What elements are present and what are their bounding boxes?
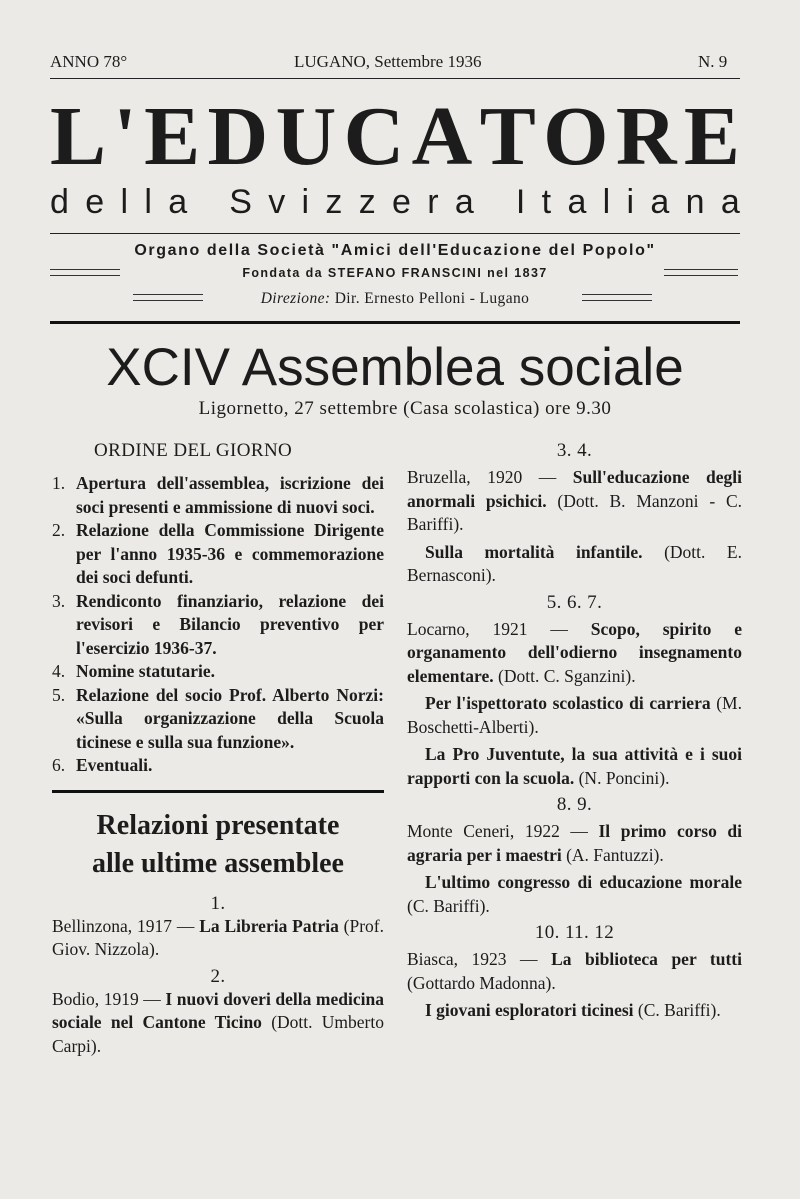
agenda-item-number: 1. xyxy=(52,473,66,493)
report-title: Scopo, spirito e organamento dell'odierno insegnamento elementare. xyxy=(407,618,742,686)
agenda-item-text: Rendiconto finanziario, relazione dei revisori e Bilancio preventivo per l'esercizio 1936-37. xyxy=(76,590,384,658)
header-divider xyxy=(50,78,740,79)
assembly-details: Ligornetto, 27 settembre (Casa scolastica) ore 9.30 xyxy=(198,398,612,419)
report-entry xyxy=(407,871,742,918)
agenda-item-text: Relazione del socio Prof. Alberto Norzi: «Sulla organizzazione della Scuola ticinese e sulla sua funzione». xyxy=(76,684,384,752)
agenda-item xyxy=(52,684,384,755)
report-title: La Pro Juventute, la sua attività e i suoi rapporti con la scuola. xyxy=(407,744,742,788)
report-section-number: 3. 4. xyxy=(556,440,593,461)
report-author: (N. Poncini). xyxy=(578,767,670,788)
report-entry xyxy=(407,466,742,537)
report-entry xyxy=(407,999,742,1023)
left-column xyxy=(52,440,384,1058)
report-place-year: Monte Ceneri, 1922 — xyxy=(407,821,599,841)
ordine-list xyxy=(52,472,384,778)
report-title: Sulla mortalità infantile. xyxy=(425,541,665,562)
report-place-year: Bruzella, 1920 — xyxy=(407,467,573,487)
agenda-item xyxy=(52,472,384,519)
agenda-item-text: Eventuali. xyxy=(76,755,153,775)
journal-title-text: L ' E D U C A T O R E xyxy=(50,90,740,183)
report-title: L'ultimo congresso di educazione morale xyxy=(425,872,742,892)
report-title: Il primo corso di agraria per i maestri xyxy=(407,821,742,865)
right-column xyxy=(407,440,742,1027)
report-author: (Gottardo Madonna). xyxy=(407,972,556,993)
fondata-line: Fondata da STEFANO FRANSCINI nel 1837 xyxy=(242,266,548,280)
agenda-item-number: 3. xyxy=(52,590,66,611)
report-title: Per l'ispettorato scolastico di carriera xyxy=(425,693,717,713)
relazioni-block xyxy=(52,807,384,1059)
report-title: I giovani esploratori ticinesi xyxy=(425,1000,638,1020)
report-author: (C. Bariffi). xyxy=(407,895,490,916)
section-rule xyxy=(52,790,384,793)
report-title: La Libreria Patria xyxy=(199,915,344,936)
issue-number: N. 9 xyxy=(698,52,728,71)
agenda-item xyxy=(52,754,384,778)
report-entry xyxy=(52,988,384,1059)
report-section-number: 1. xyxy=(210,892,226,914)
issue-place-date: LUGANO, Settembre 1936 xyxy=(294,52,482,71)
report-author: (Prof. Giov. Nizzola). xyxy=(52,915,384,959)
agenda-item-text: Nomine statutarie. xyxy=(76,661,216,681)
report-place-year: Locarno, 1921 — xyxy=(407,618,591,639)
masthead-divider xyxy=(50,233,740,234)
report-title: La biblioteca per tutti xyxy=(551,949,742,969)
report-title: I nuovi doveri della medicina sociale nel Cantone Ticino xyxy=(52,988,384,1032)
agenda-item xyxy=(52,590,384,661)
report-section-number: 10. 11. 12 xyxy=(534,922,615,943)
agenda-item xyxy=(52,660,384,684)
masthead-bottom-rule xyxy=(50,321,740,324)
agenda-item-text: Relazione della Commissione Dirigente per l'anno 1935-36 e commemorazione dei soci defunti. xyxy=(76,520,384,587)
report-entry xyxy=(52,915,384,962)
agenda-item-number: 6. xyxy=(52,755,66,775)
journal-subtitle-text: d e l l a S v i z z e r a I t a l i a n a xyxy=(50,183,740,221)
agenda-item-text: Apertura dell'assemblea, iscrizione dei soci presenti e ammissione di nuovi soci. xyxy=(76,473,384,517)
relazioni-list xyxy=(52,893,384,1059)
report-place-year: Biasca, 1923 — xyxy=(407,949,552,969)
report-section-number: 2. xyxy=(210,965,226,987)
relazioni-title-2: alle ultime assemblee xyxy=(92,847,344,879)
report-entry xyxy=(407,692,742,739)
report-section-number: 8. 9. xyxy=(556,794,593,815)
ornament-rule xyxy=(664,269,738,276)
ornament-rule xyxy=(582,294,652,301)
direzione-text: Dir. Ernesto Pelloni - Lugano xyxy=(334,290,530,307)
report-entry xyxy=(407,820,742,867)
report-author: (Dott. Umberto Carpi). xyxy=(52,1012,384,1056)
report-place-year: Bellinzona, 1917 — xyxy=(52,915,200,936)
report-author: (M. Boschetti-Alberti). xyxy=(407,693,742,737)
report-entry xyxy=(407,948,742,995)
issue-year: ANNO 78° xyxy=(50,52,128,71)
report-author: (Dott. B. Manzoni - C. Bariffi). xyxy=(407,490,742,534)
report-entry xyxy=(407,618,742,689)
report-author: (C. Bariffi). xyxy=(637,1000,721,1020)
agenda-item-number: 2. xyxy=(52,520,66,540)
organo-line: Organo della Società "Amici dell'Educazione del Popolo" xyxy=(134,242,656,259)
agenda-item xyxy=(52,519,384,590)
report-title: Sull'educazione degli anormali psichici. xyxy=(407,467,742,511)
relazioni-title-1: Relazioni presentate xyxy=(96,809,340,841)
direzione-label: Direzione: xyxy=(260,290,331,307)
report-place-year: Bodio, 1919 — xyxy=(52,988,166,1009)
agenda-item-number: 4. xyxy=(52,661,66,681)
report-author: (Dott. C. Sganzini). xyxy=(498,665,636,686)
report-entry xyxy=(407,743,742,790)
agenda-item-number: 5. xyxy=(52,684,66,705)
report-author: (Dott. E. Bernasconi). xyxy=(407,541,742,585)
report-author: (A. Fantuzzi). xyxy=(566,844,664,865)
journal-title xyxy=(50,92,740,182)
report-section-number: 5. 6. 7. xyxy=(546,591,603,613)
assembly-headline: XCIV Assemblea sociale xyxy=(106,338,684,397)
ordine-title: ORDINE DEL GIORNO xyxy=(94,440,293,461)
report-entry xyxy=(407,541,742,588)
journal-subtitle xyxy=(50,182,740,222)
